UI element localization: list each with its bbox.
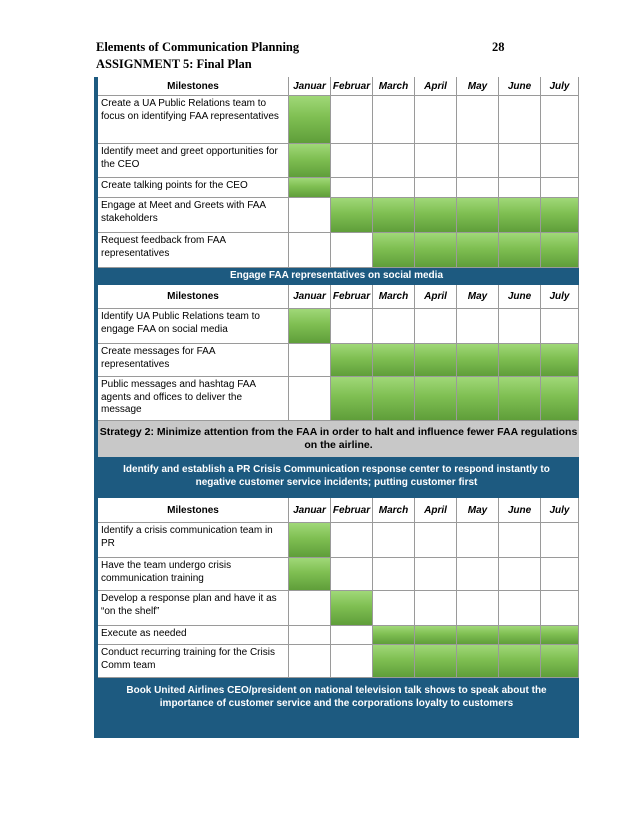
timeline-cell <box>415 144 457 178</box>
milestone-table-1 <box>98 77 579 268</box>
timeline-cell <box>331 645 373 678</box>
timeline-cell <box>289 233 331 268</box>
timeline-cell <box>541 144 579 178</box>
timeline-cell-active <box>373 645 415 678</box>
milestone-label: Request feedback from FAA representatives <box>98 233 289 268</box>
assignment-title: ASSIGNMENT 5: Final Plan <box>96 57 252 71</box>
timeline-cell-active <box>289 309 331 344</box>
timeline-cell-active <box>499 626 541 645</box>
timeline-cell <box>457 523 499 558</box>
timeline-cell <box>541 523 579 558</box>
column-header-januar: Januar <box>289 498 331 523</box>
timeline-cell-active <box>373 626 415 645</box>
timeline-cell-active <box>331 377 373 421</box>
timeline-cell <box>541 591 579 626</box>
timeline-cell-active <box>415 626 457 645</box>
timeline-cell-active <box>457 233 499 268</box>
timeline-cell <box>541 178 579 198</box>
column-header-januar: Januar <box>289 285 331 309</box>
column-header-februar: Februar <box>331 285 373 309</box>
timeline-cell <box>373 96 415 144</box>
timeline-cell <box>415 558 457 591</box>
milestone-label: Identify meet and greet opportunities for the CEO <box>98 144 289 178</box>
column-header-april: April <box>415 285 457 309</box>
timeline-cell <box>331 144 373 178</box>
timeline-cell <box>331 233 373 268</box>
timeline-cell-active <box>541 377 579 421</box>
column-header-januar: Januar <box>289 77 331 96</box>
strategy-2-heading: Strategy 2: Minimize attention from the FAA in order to halt and influence fewer FAA regulations on the airline. <box>98 421 579 457</box>
timeline-cell <box>289 377 331 421</box>
column-header-februar: Februar <box>331 498 373 523</box>
timeline-cell <box>415 96 457 144</box>
timeline-cell <box>289 645 331 678</box>
column-header-milestones: Milestones <box>98 285 289 309</box>
timeline-cell-active <box>373 198 415 233</box>
timeline-cell-active <box>289 558 331 591</box>
timeline-cell <box>331 558 373 591</box>
timeline-cell-active <box>499 377 541 421</box>
timeline-cell-active <box>373 344 415 377</box>
timeline-cell <box>499 591 541 626</box>
timeline-cell <box>289 344 331 377</box>
timeline-cell <box>289 591 331 626</box>
column-header-july: July <box>541 285 579 309</box>
milestone-label: Conduct recurring training for the Crisis Comm team <box>98 645 289 678</box>
column-header-april: April <box>415 498 457 523</box>
milestone-table-2 <box>98 285 579 421</box>
column-header-june: June <box>499 285 541 309</box>
timeline-cell <box>499 523 541 558</box>
column-header-februar: Februar <box>331 77 373 96</box>
timeline-cell-active <box>415 233 457 268</box>
milestone-label: Develop a response plan and have it as “on the shelf” <box>98 591 289 626</box>
timeline-cell <box>289 626 331 645</box>
milestone-label: Create talking points for the CEO <box>98 178 289 198</box>
timeline-cell-active <box>499 198 541 233</box>
timeline-cell-active <box>415 344 457 377</box>
timeline-cell <box>373 523 415 558</box>
column-header-july: July <box>541 498 579 523</box>
timeline-cell-active <box>499 645 541 678</box>
milestone-label: Execute as needed <box>98 626 289 645</box>
timeline-cell-active <box>457 626 499 645</box>
milestone-table-3 <box>98 498 579 678</box>
timeline-cell-active <box>331 591 373 626</box>
timeline-cell <box>415 591 457 626</box>
timeline-cell-active <box>499 233 541 268</box>
timeline-cell-active <box>331 198 373 233</box>
section-banner-crisis-center: Identify and establish a PR Crisis Communication response center to respond instantly to negative customer service incidents; putting customer first <box>123 464 550 488</box>
timeline-cell <box>541 96 579 144</box>
column-header-june: June <box>499 498 541 523</box>
timeline-cell <box>415 309 457 344</box>
timeline-cell-active <box>541 626 579 645</box>
timeline-cell-active <box>541 233 579 268</box>
timeline-cell-active <box>289 144 331 178</box>
timeline-cell-active <box>289 178 331 198</box>
timeline-cell-active <box>541 344 579 377</box>
section-banner-social-media: Engage FAA representatives on social media <box>229 270 444 281</box>
timeline-cell <box>373 558 415 591</box>
timeline-cell <box>373 178 415 198</box>
timeline-cell <box>499 144 541 178</box>
timeline-cell-active <box>457 645 499 678</box>
timeline-cell-active <box>415 377 457 421</box>
timeline-cell <box>457 591 499 626</box>
column-header-march: March <box>373 285 415 309</box>
column-header-may: May <box>457 77 499 96</box>
timeline-cell <box>499 558 541 591</box>
milestone-label: Identify UA Public Relations team to engage FAA on social media <box>98 309 289 344</box>
timeline-cell <box>457 96 499 144</box>
column-header-march: March <box>373 498 415 523</box>
timeline-cell <box>499 178 541 198</box>
timeline-cell-active <box>541 645 579 678</box>
milestone-plan-frame <box>94 77 579 738</box>
timeline-cell <box>499 309 541 344</box>
milestone-label: Public messages and hashtag FAA agents and offices to deliver the message <box>98 377 289 421</box>
milestone-label: Engage at Meet and Greets with FAA stakeholders <box>98 198 289 233</box>
column-header-march: March <box>373 77 415 96</box>
timeline-cell-active <box>331 344 373 377</box>
section-banner-ceo-talk-shows: Book United Airlines CEO/president on national television talk shows to speak about the importance of customer service and the corporations loyalty to customers <box>126 685 547 709</box>
timeline-cell <box>541 309 579 344</box>
timeline-cell <box>373 144 415 178</box>
page-number: 28 <box>492 40 505 54</box>
column-header-april: April <box>415 77 457 96</box>
timeline-cell <box>331 309 373 344</box>
milestone-label: Identify a crisis communication team in PR <box>98 523 289 558</box>
milestone-label: Create messages for FAA representatives <box>98 344 289 377</box>
timeline-cell <box>541 558 579 591</box>
timeline-cell <box>457 144 499 178</box>
timeline-cell-active <box>289 523 331 558</box>
timeline-cell-active <box>373 233 415 268</box>
timeline-cell <box>331 96 373 144</box>
timeline-cell-active <box>457 377 499 421</box>
document-title: Elements of Communication Planning <box>96 40 300 54</box>
column-header-may: May <box>457 285 499 309</box>
column-header-july: July <box>541 77 579 96</box>
timeline-cell <box>457 178 499 198</box>
column-header-milestones: Milestones <box>98 77 289 96</box>
timeline-cell <box>499 96 541 144</box>
timeline-cell-active <box>499 344 541 377</box>
milestone-label: Have the team undergo crisis communication training <box>98 558 289 591</box>
timeline-cell <box>331 178 373 198</box>
timeline-cell <box>331 626 373 645</box>
timeline-cell-active <box>457 198 499 233</box>
timeline-cell <box>373 591 415 626</box>
timeline-cell <box>289 198 331 233</box>
timeline-cell-active <box>289 96 331 144</box>
timeline-cell-active <box>415 645 457 678</box>
timeline-cell-active <box>457 344 499 377</box>
timeline-cell <box>457 558 499 591</box>
timeline-cell-active <box>541 198 579 233</box>
column-header-milestones: Milestones <box>98 498 289 523</box>
timeline-cell <box>415 523 457 558</box>
timeline-cell-active <box>415 198 457 233</box>
milestone-label: Create a UA Public Relations team to focus on identifying FAA representatives <box>98 96 289 144</box>
timeline-cell <box>457 309 499 344</box>
timeline-cell <box>373 309 415 344</box>
column-header-june: June <box>499 77 541 96</box>
column-header-may: May <box>457 498 499 523</box>
timeline-cell-active <box>373 377 415 421</box>
timeline-cell <box>415 178 457 198</box>
timeline-cell <box>331 523 373 558</box>
